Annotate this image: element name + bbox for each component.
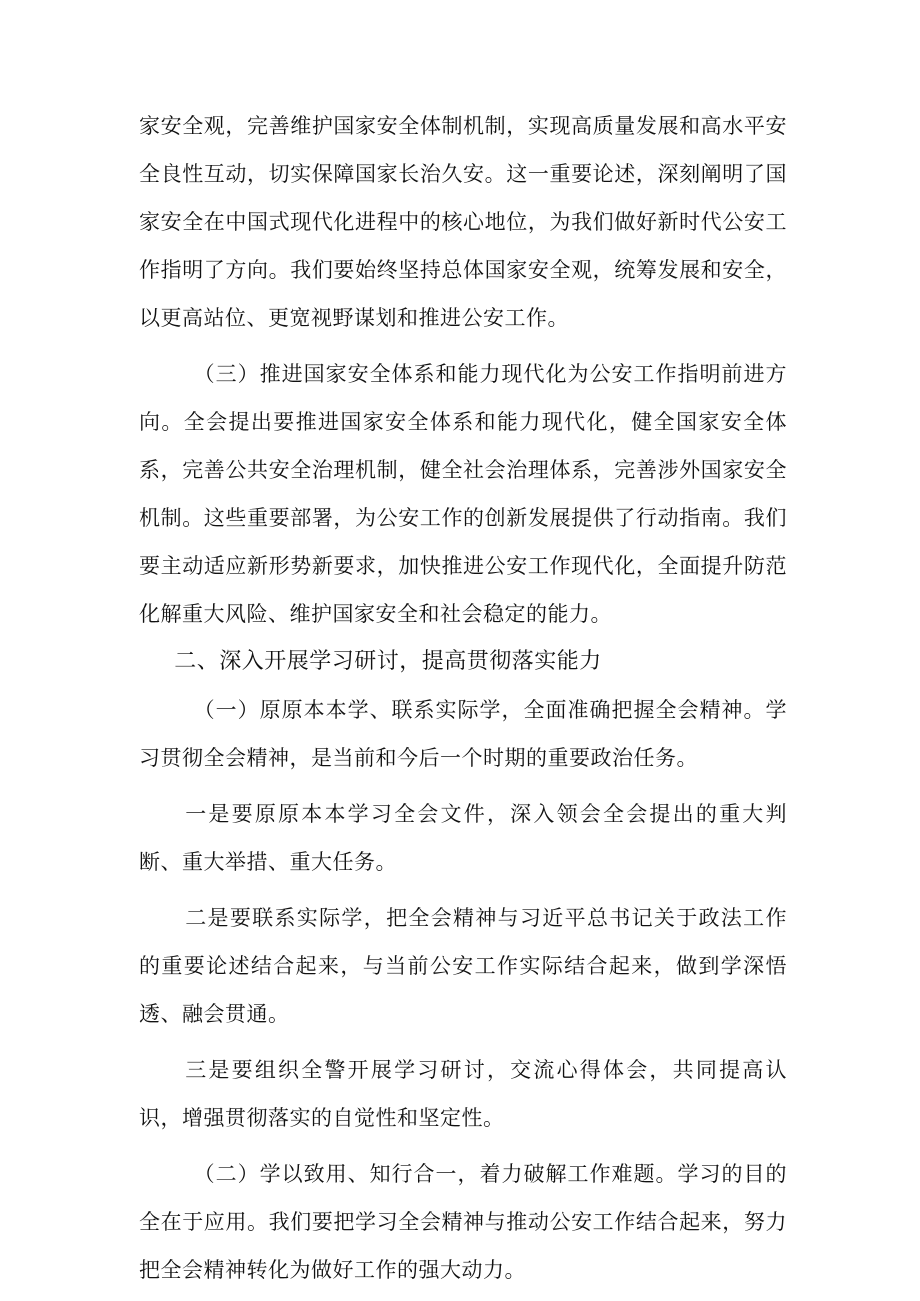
paragraph-subsection-1: （一）原原本本学、联系实际学，全面准确把握全会精神。学习贯彻全会精神，是当前和今后一个时期的重要政治任务。 xyxy=(139,698,787,770)
paragraph-section-3: （三）推进国家安全体系和能力现代化为公安工作指明前进方向。全会提出要推进国家安全体系和能力现代化，健全国家安全体系，完善公共安全治理机制，健全社会治理体系，完善涉外国家安全机制。这些重要部署，为公安工作的创新发展提供了行动指南。我们要主动适应新形势新要求，加快推进公安工作现代化，全面提升防范化解重大风险、维护国家安全和社会稳定的能力。 xyxy=(139,362,787,626)
paragraph-point-2: 二是要联系实际学，把全会精神与习近平总书记关于政法工作的重要论述结合起来，与当前公安工作实际结合起来，做到学深悟透、融会贯通。 xyxy=(139,906,787,1026)
paragraph-continuation: 家安全观，完善维护国家安全体制机制，实现高质量发展和高水平安全良性互动，切实保障国家长治久安。这一重要论述，深刻阐明了国家安全在中国式现代化进程中的核心地位，为我们做好新时代公安工作指明了方向。我们要始终坚持总体国家安全观，统筹发展和安全，以更高站位、更宽视野谋划和推进公安工作。 xyxy=(139,114,787,330)
section-heading-2: 二、深入开展学习研讨，提高贯彻落实能力 xyxy=(174,649,602,674)
paragraph-point-3: 三是要组织全警开展学习研讨，交流心得体会，共同提高认识，增强贯彻落实的自觉性和坚定性。 xyxy=(139,1058,787,1130)
document-body xyxy=(139,102,787,1294)
paragraph-point-1: 一是要原原本本学习全会文件，深入领会全会提出的重大判断、重大举措、重大任务。 xyxy=(139,802,787,874)
paragraph-subsection-2: （二）学以致用、知行合一，着力破解工作难题。学习的目的全在于应用。我们要把学习全会精神与推动公安工作结合起来，努力把全会精神转化为做好工作的强大动力。 xyxy=(139,1162,787,1282)
